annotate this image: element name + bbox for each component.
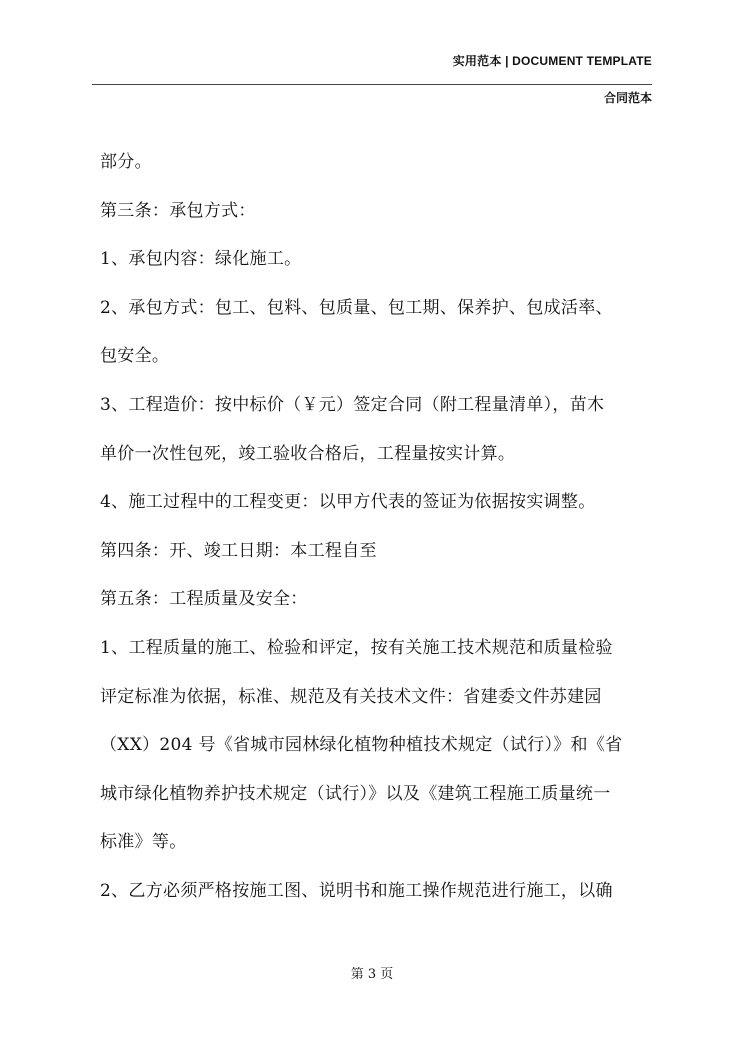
body-line: 评定标准为依据，标准、规范及有关技术文件：省建委文件苏建园 bbox=[100, 686, 602, 707]
body-line: 4、施工过程中的工程变更：以甲方代表的签证为依据按实调整。 bbox=[100, 492, 596, 513]
document-body bbox=[100, 138, 656, 916]
body-line: 第三条：承包方式： bbox=[100, 200, 256, 221]
body-line: 2、承包方式：包工、包料、包质量、包工期、保养护、包成活率、 bbox=[100, 297, 613, 318]
body-line: 3、工程造价：按中标价（￥元）签定合同（附工程量清单），苗木 bbox=[100, 394, 605, 415]
body-line: 2、乙方必须严格按施工图、说明书和施工操作规范进行施工，以确 bbox=[100, 880, 613, 901]
body-line: 城市绿化植物养护技术规定（试行）》以及《建筑工程施工质量统一 bbox=[100, 783, 611, 804]
page-number: 第 3 页 bbox=[350, 967, 394, 982]
header-title: 实用范本 | DOCUMENT TEMPLATE bbox=[452, 54, 652, 68]
body-line: 第四条：开、竣工日期：本工程自至 bbox=[100, 540, 377, 561]
body-line: 1、工程质量的施工、检验和评定，按有关施工技术规范和质量检验 bbox=[100, 637, 613, 658]
body-line: 包安全。 bbox=[100, 346, 170, 367]
body-line: 部分。 bbox=[100, 152, 152, 172]
header-divider bbox=[92, 84, 652, 85]
body-line: 标准》等。 bbox=[100, 832, 187, 853]
header-subtitle: 合同范本 bbox=[603, 91, 652, 105]
body-line: 单价一次性包死，竣工验收合格后，工程量按实计算。 bbox=[100, 443, 516, 464]
body-line: 第五条：工程质量及安全： bbox=[100, 589, 308, 610]
body-line: 1、承包内容：绿化施工。 bbox=[100, 249, 302, 270]
body-line: （XX）204 号《省城市园林绿化植物种植技术规定（试行）》和《省 bbox=[100, 735, 623, 756]
